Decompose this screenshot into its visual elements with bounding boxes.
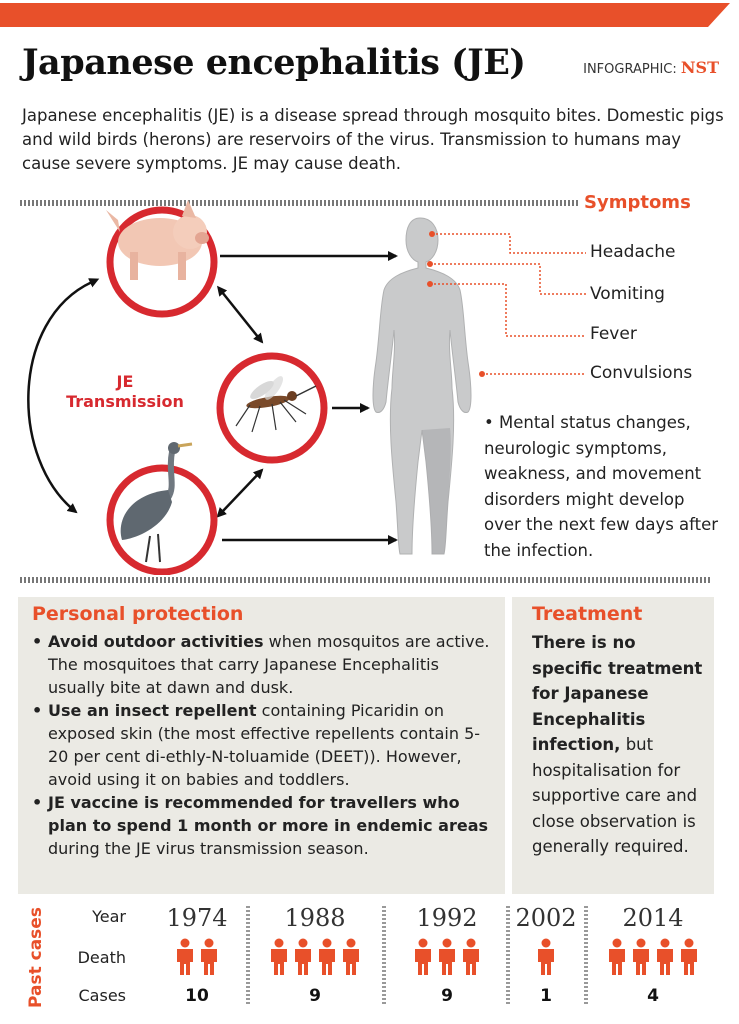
- symptoms-note: • Mental status changes, neurologic symptoms, weakness, and movement disorders might develop over the next few days after the infection.: [484, 413, 719, 560]
- column-separator: [246, 906, 250, 1006]
- person-icon: [535, 938, 557, 978]
- infographic-credit: [583, 58, 719, 77]
- symptom-connectors: [420, 226, 590, 386]
- death-icons: [142, 938, 252, 978]
- past-case-column: [250, 898, 380, 1010]
- case-count: 1: [540, 986, 552, 1006]
- symptoms-title: Symptoms: [584, 192, 691, 213]
- case-year: 2014: [622, 904, 684, 932]
- list-item: • Use an insect repellent containing Picaridin on exposed skin (the most effective repellents contain 5-20 per cent di-ethly-N-toluamide (DEET)). However, avoid using it on babies and toddlers.: [32, 699, 498, 791]
- past-case-column: [386, 898, 508, 1010]
- row-label-year: Year: [92, 907, 126, 926]
- person-icon: [174, 938, 196, 978]
- past-case-column: [590, 898, 716, 1010]
- pig-icon: [106, 200, 214, 314]
- case-year: 1992: [416, 904, 478, 932]
- case-count: 9: [309, 986, 321, 1006]
- row-label-death: Death: [77, 948, 126, 967]
- person-icon: [606, 938, 628, 978]
- case-count: 4: [647, 986, 659, 1006]
- death-icons: [590, 938, 716, 978]
- person-icon: [412, 938, 434, 978]
- case-year: 2002: [515, 904, 577, 932]
- list-item: • Avoid outdoor activities when mosquitos are active. The mosquitoes that carry Japanese Encephalitis usually bite at dawn and dusk.: [32, 630, 498, 699]
- person-icon: [654, 938, 676, 978]
- top-banner: [0, 0, 739, 27]
- divider-middle: [20, 577, 710, 583]
- symptom-vomiting: Vomiting: [590, 284, 665, 304]
- past-case-column: [510, 898, 582, 1010]
- person-icon: [340, 938, 362, 978]
- symptom-convulsions: Convulsions: [590, 363, 693, 383]
- mosquito-icon: [220, 356, 324, 460]
- column-separator: [584, 906, 588, 1006]
- person-icon: [460, 938, 482, 978]
- person-icon: [198, 938, 220, 978]
- case-count: 9: [441, 986, 453, 1006]
- treatment-text: There is no specific treatment for Japanese Encephalitis infection, but hospitalisation for supportive care and close observation is generally required.: [532, 633, 703, 856]
- treatment-title: Treatment: [532, 603, 643, 625]
- protection-list: [32, 630, 498, 860]
- intro-text: Japanese encephalitis (JE) is a disease spread through mosquito bites. Domestic pigs and wild birds (herons) are reservoirs of the virus. Transmission to humans may cause severe symptoms. JE may cause death.: [22, 106, 724, 173]
- transmission-label: JE Transmission: [66, 372, 184, 411]
- person-icon: [316, 938, 338, 978]
- case-year: 1988: [284, 904, 346, 932]
- credit-brand: NST: [680, 58, 719, 77]
- past-case-column: [142, 898, 252, 1010]
- person-icon: [268, 938, 290, 978]
- protection-title: Personal protection: [32, 603, 244, 625]
- death-icons: [250, 938, 380, 978]
- person-icon: [292, 938, 314, 978]
- case-count: 10: [185, 986, 209, 1006]
- death-icons: [510, 938, 582, 978]
- past-cases-title: Past cases: [26, 907, 46, 1008]
- column-separator: [506, 906, 510, 1006]
- page-title: Japanese encephalitis (JE): [22, 42, 526, 83]
- row-label-cases: Cases: [78, 986, 126, 1005]
- column-separator: [382, 906, 386, 1006]
- person-icon: [630, 938, 652, 978]
- list-item: • JE vaccine is recommended for travellers who plan to spend 1 month or more in endemic areas during the JE virus transmission season.: [32, 791, 498, 860]
- death-icons: [386, 938, 508, 978]
- person-icon: [436, 938, 458, 978]
- symptom-headache: Headache: [590, 242, 676, 262]
- credit-prefix: INFOGRAPHIC:: [583, 62, 677, 77]
- case-year: 1974: [166, 904, 228, 932]
- heron-icon: [110, 442, 214, 572]
- symptom-fever: Fever: [590, 324, 637, 344]
- person-icon: [678, 938, 700, 978]
